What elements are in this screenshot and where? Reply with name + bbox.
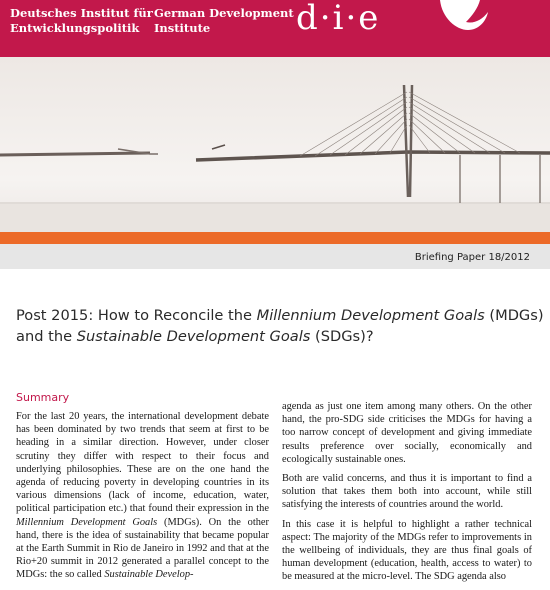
institute-de-line1: Deutsches Institut für [10,6,153,20]
right-paragraph-2: Both are valid concerns, and thus it is important to find a solution that takes them both into account, while still satisfying the interests of countries around the world. [282,473,532,511]
header-banner [0,0,550,57]
bridge-illustration [0,57,550,232]
institute-en-line2: Institute [154,21,211,35]
right-column [282,400,532,590]
title-italic-mdgs: Millennium Development Goals [256,307,485,324]
left-column [16,410,269,588]
title-part-2: (MDGs) and the [16,307,544,345]
title-part-3: (SDGs)? [310,328,374,345]
summary-paragraph [16,410,269,582]
right-paragraph-3: In this case it is helpful to highlight a rather technical aspect: The majority of the MDGs refer to improvements in the wellbeing of individuals, they are thus final goals of human development (education, health, access to water) to be measured at the micro-level. The SDG agenda also [282,518,532,583]
summary-text-a: For the last 20 years, the international development debate has been dominated by two trends that seem at first to be heading in a similar direction. However, under closer scrutiny they differ with respect to their focus and underlying philosophies. These are on the one hand the agenda of reducing poverty in developing countries in its various dimensions (lack of income, education, water, political participation etc.) that found their expression in the [16,411,269,515]
die-logo-text: d·i·e [296,0,381,38]
page-title [16,305,546,347]
institute-name-german [10,6,153,36]
institute-en-line1: German Development [154,6,294,20]
institute-de-line2: Entwicklungspolitik [10,21,140,35]
die-swirl-icon [438,0,490,34]
title-part-1: Post 2015: How to Reconcile the [16,307,257,324]
summary-italic-a: Millennium Development Goals [16,516,158,528]
summary-italic-b: Sustainable Develop- [104,569,194,581]
bridge-photo [0,57,550,232]
summary-heading: Summary [16,391,70,404]
institute-name-english [154,6,294,36]
briefing-paper-label: Briefing Paper 18/2012 [414,252,530,263]
accent-bar [0,232,550,244]
summary-text-b: (MDGs). On the other hand, there is the idea of sustainability that became popular at the Earth Summit in Rio de Janeiro in 1992 and that at the Rio+20 summit in 2012 generated a parallel concept to the MDGs: the so called [16,516,269,581]
title-italic-sdgs: Sustainable Development Goals [76,328,311,345]
right-paragraph-1: agenda as just one item among many others. On the other hand, the pro-SDG side criticises the MDGs for having a too narrow concept of development and giving immediate results preference over socially, economically and ecologically sustainable ones. [282,401,532,465]
